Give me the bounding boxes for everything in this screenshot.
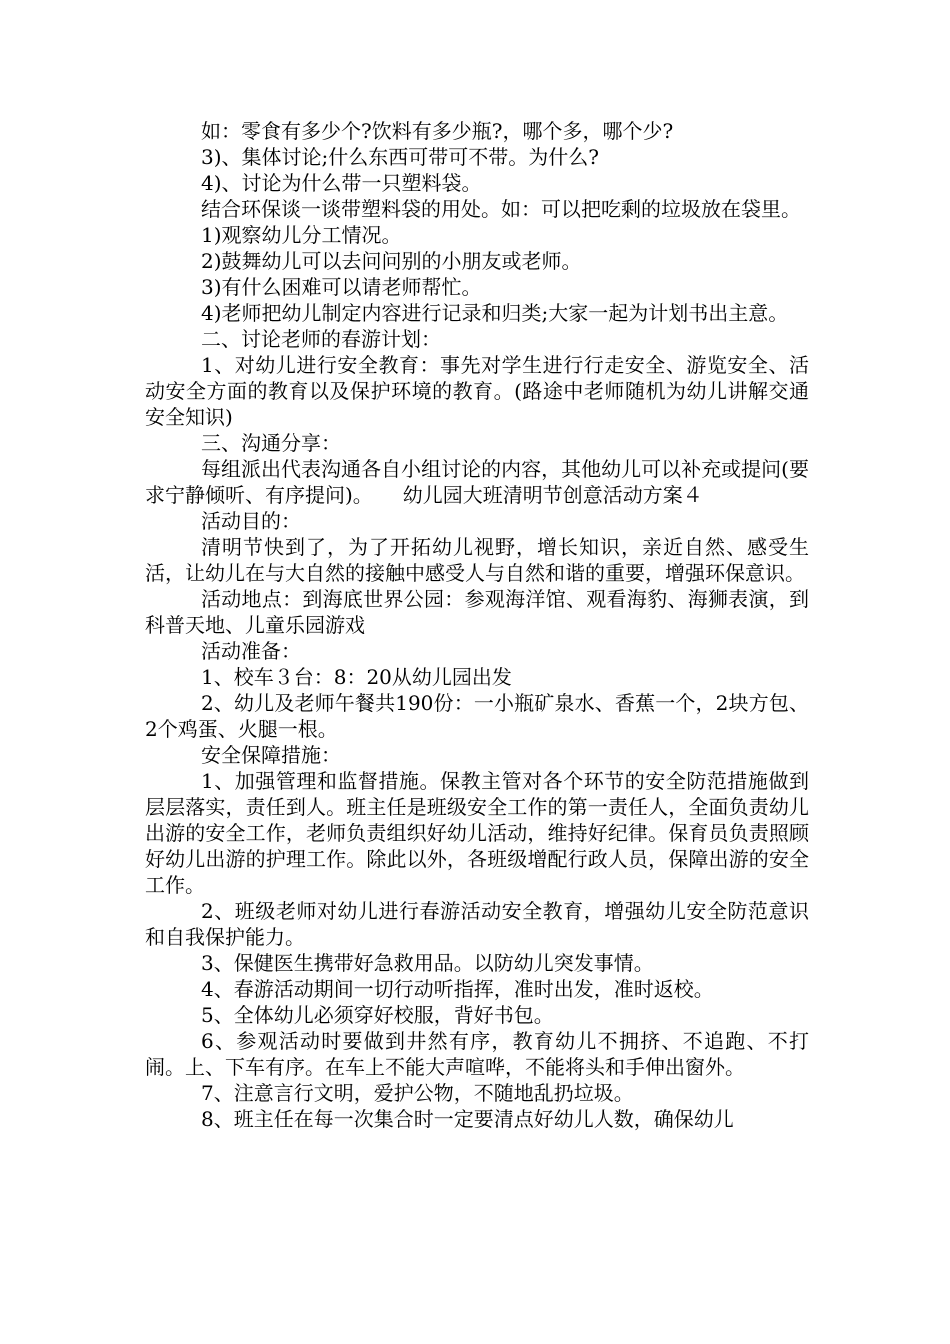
- paragraph: 5、全体幼儿必须穿好校服，背好书包。: [201, 1003, 554, 1027]
- paragraph: 2、班级老师对幼儿进行春游活动安全教育，增强幼儿安全防范意识和自我保护能力。: [145, 899, 809, 949]
- paragraph: 1)观察幼儿分工情况。: [201, 223, 402, 247]
- section-heading: 安全保障措施：: [201, 743, 341, 767]
- paragraph: 1、加强管理和监督措施。保教主管对各个环节的安全防范措施做到层层落实，责任到人。班主任是班级安全工作的第一责任人，全面负责幼儿出游的安全工作，老师负责组织好幼儿活动，维持好纪律。保育员负责照顾好幼儿出游的护理工作。除此以外，各班级增配行政人员，保障出游的安全工作。: [145, 769, 809, 897]
- paragraph: 6、参观活动时要做到井然有序，教育幼儿不拥挤、不追跑、不打闹。上、下车有序。在车上不能大声喧哗，不能将头和手伸出窗外。: [145, 1029, 809, 1079]
- paragraph: 2)鼓舞幼儿可以去问问别的小朋友或老师。: [201, 249, 582, 273]
- section-heading: 二、讨论老师的春游计划：: [201, 327, 441, 351]
- paragraph: 4)老师把幼儿制定内容进行记录和归类;大家一起为计划书出主意。: [201, 301, 789, 325]
- paragraph: 清明节快到了，为了开拓幼儿视野，增长知识，亲近自然、感受生活，让幼儿在与大自然的接触中感受人与自然和谐的重要，增强环保意识。: [145, 535, 809, 585]
- paragraph: 2、幼儿及老师午餐共190份：一小瓶矿泉水、香蕉一个，2块方包、2个鸡蛋、火腿一根。: [145, 691, 809, 741]
- paragraph: 如：零食有多少个?饮料有多少瓶?，哪个多，哪个少?: [201, 119, 674, 143]
- paragraph: 3、保健医生携带好急救用品。以防幼儿突发事情。: [201, 951, 654, 975]
- paragraph: 7、注意言行文明，爱护公物，不随地乱扔垃圾。: [201, 1081, 634, 1105]
- section-heading: 活动准备：: [201, 639, 301, 663]
- paragraph: 8、班主任在每一次集合时一定要清点好幼儿人数，确保幼儿: [201, 1107, 734, 1131]
- paragraph: 结合环保谈一谈带塑料袋的用处。如：可以把吃剩的垃圾放在袋里。: [201, 197, 801, 221]
- paragraph: 4、春游活动期间一切行动听指挥，准时出发，准时返校。: [201, 977, 714, 1001]
- paragraph: 3)、集体讨论;什么东西可带可不带。为什么?: [201, 145, 599, 169]
- paragraph: 1、校车３台：8：20从幼儿园出发: [201, 665, 512, 689]
- paragraph: 1、对幼儿进行安全教育：事先对学生进行行走安全、游览安全、活动安全方面的教育以及保护环境的教育。(路途中老师随机为幼儿讲解交通安全知识): [145, 353, 809, 429]
- paragraph: 每组派出代表沟通各自小组讨论的内容，其他幼儿可以补充或提问(要求宁静倾听、有序提问)。 幼儿园大班清明节创意活动方案４: [145, 457, 809, 507]
- section-heading: 活动目的：: [201, 509, 301, 533]
- paragraph: 活动地点：到海底世界公园：参观海洋馆、观看海豹、海狮表演，到科普天地、儿童乐园游戏: [145, 587, 809, 637]
- section-heading: 三、沟通分享：: [201, 431, 341, 455]
- document-body: [145, 118, 809, 1132]
- paragraph: 4)、讨论为什么带一只塑料袋。: [201, 171, 482, 195]
- paragraph: 3)有什么困难可以请老师帮忙。: [201, 275, 482, 299]
